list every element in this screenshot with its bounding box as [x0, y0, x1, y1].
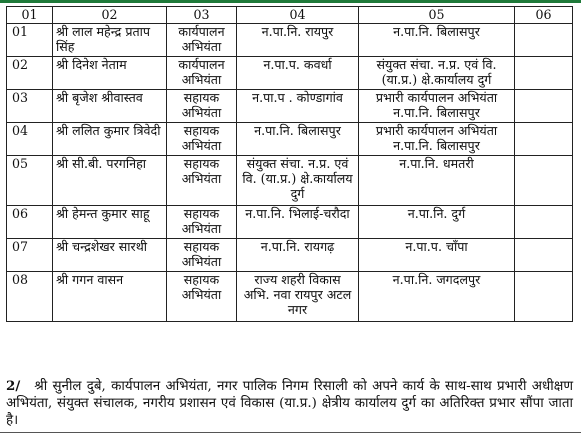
- current-posting-cell: न.पा.नि. रायगढ़: [237, 239, 359, 272]
- table-row: [7, 24, 573, 57]
- serial-number-cell: 06: [7, 206, 53, 239]
- new-posting-cell: संयुक्त संचा. न.प्र. एवं वि. (या.प्र.) क्षे.कार्यालय दुर्ग: [359, 57, 515, 90]
- current-posting-cell: न.पा.प . कोण्डागांव: [237, 90, 359, 123]
- current-posting-cell: न.पा.नि. भिलाई-चरौदा: [237, 206, 359, 239]
- designation-cell: सहायक अभियंता: [167, 239, 237, 272]
- table-row: [7, 57, 573, 90]
- designation-cell: सहायक अभियंता: [167, 90, 237, 123]
- serial-number-cell: 04: [7, 123, 53, 156]
- serial-number-cell: 01: [7, 24, 53, 57]
- bottom-divider-line: [0, 432, 581, 433]
- additional-charge-paragraph: [6, 378, 573, 429]
- current-posting-cell: न.पा.प. कवर्धा: [237, 57, 359, 90]
- header-cell: 05: [359, 7, 515, 24]
- designation-cell: सहायक अभियंता: [167, 123, 237, 156]
- officer-name-cell: श्री ललित कुमार त्रिवेदी: [53, 123, 167, 156]
- remarks-cell: [515, 156, 573, 206]
- new-posting-cell: न.पा.प. चाँपा: [359, 239, 515, 272]
- remarks-cell: [515, 272, 573, 322]
- table-row: [7, 272, 573, 322]
- designation-cell: सहायक अभियंता: [167, 272, 237, 322]
- new-posting-cell: प्रभारी कार्यपालन अभियंता न.पा.नि. बिलासपुर: [359, 123, 515, 156]
- header-cell: 06: [515, 7, 573, 24]
- top-divider-line: [0, 0, 581, 3]
- designation-cell: सहायक अभियंता: [167, 156, 237, 206]
- current-posting-cell: न.पा.नि. रायपुर: [237, 24, 359, 57]
- transfer-table: [6, 6, 573, 322]
- officer-name-cell: श्री दिनेश नेताम: [53, 57, 167, 90]
- officer-name-cell: श्री हेमन्त कुमार साहू: [53, 206, 167, 239]
- remarks-cell: [515, 239, 573, 272]
- paragraph-number: 2/: [6, 378, 21, 394]
- serial-number-cell: 08: [7, 272, 53, 322]
- current-posting-cell: न.पा.नि. बिलासपुर: [237, 123, 359, 156]
- officer-name-cell: श्री चन्द्रशेखर सारथी: [53, 239, 167, 272]
- new-posting-cell: प्रभारी कार्यपालन अभियंता न.पा.नि. बिलासपुर: [359, 90, 515, 123]
- serial-number-cell: 07: [7, 239, 53, 272]
- officer-name-cell: श्री सी.बी. परगनिहा: [53, 156, 167, 206]
- header-cell: 03: [167, 7, 237, 24]
- table-row: [7, 239, 573, 272]
- new-posting-cell: न.पा.नि. दुर्ग: [359, 206, 515, 239]
- designation-cell: कार्यपालन अभियंता: [167, 24, 237, 57]
- table-header-row: [7, 7, 573, 24]
- serial-number-cell: 02: [7, 57, 53, 90]
- remarks-cell: [515, 24, 573, 57]
- current-posting-cell: राज्य शहरी विकास अभि. नवा रायपुर अटल नगर: [237, 272, 359, 322]
- remarks-cell: [515, 123, 573, 156]
- officer-name-cell: श्री लाल महेन्द्र प्रताप सिंह: [53, 24, 167, 57]
- remarks-cell: [515, 90, 573, 123]
- serial-number-cell: 05: [7, 156, 53, 206]
- new-posting-cell: न.पा.नि. धमतरी: [359, 156, 515, 206]
- designation-cell: कार्यपालन अभियंता: [167, 57, 237, 90]
- new-posting-cell: न.पा.नि. जगदलपुर: [359, 272, 515, 322]
- officer-name-cell: श्री गगन वासन: [53, 272, 167, 322]
- header-cell: 02: [53, 7, 167, 24]
- serial-number-cell: 03: [7, 90, 53, 123]
- table-row: [7, 123, 573, 156]
- table-row: [7, 90, 573, 123]
- header-cell: 04: [237, 7, 359, 24]
- officer-name-cell: श्री बृजेश श्रीवास्तव: [53, 90, 167, 123]
- paragraph-text: श्री सुनील दुबे, कार्यपालन अभियंता, नगर पालिक निगम रिसाली को अपने कार्य के साथ-साथ प्रभारी अधीक्षण अभियंता, संयुक्त संचालक, नगरीय प्रशासन एवं विकास (या.प्र.) क्षेत्रीय कार्यालय दुर्ग का अतिरिक्त प्रभार सौंपा जाता है।: [6, 379, 573, 428]
- remarks-cell: [515, 57, 573, 90]
- new-posting-cell: न.पा.नि. बिलासपुर: [359, 24, 515, 57]
- designation-cell: सहायक अभियंता: [167, 206, 237, 239]
- remarks-cell: [515, 206, 573, 239]
- header-cell: 01: [7, 7, 53, 24]
- table-row: [7, 206, 573, 239]
- transfer-table-container: [6, 6, 572, 322]
- current-posting-cell: संयुक्त संचा. न.प्र. एवं वि. (या.प्र.) क्षे.कार्यालय दुर्ग: [237, 156, 359, 206]
- table-row: [7, 156, 573, 206]
